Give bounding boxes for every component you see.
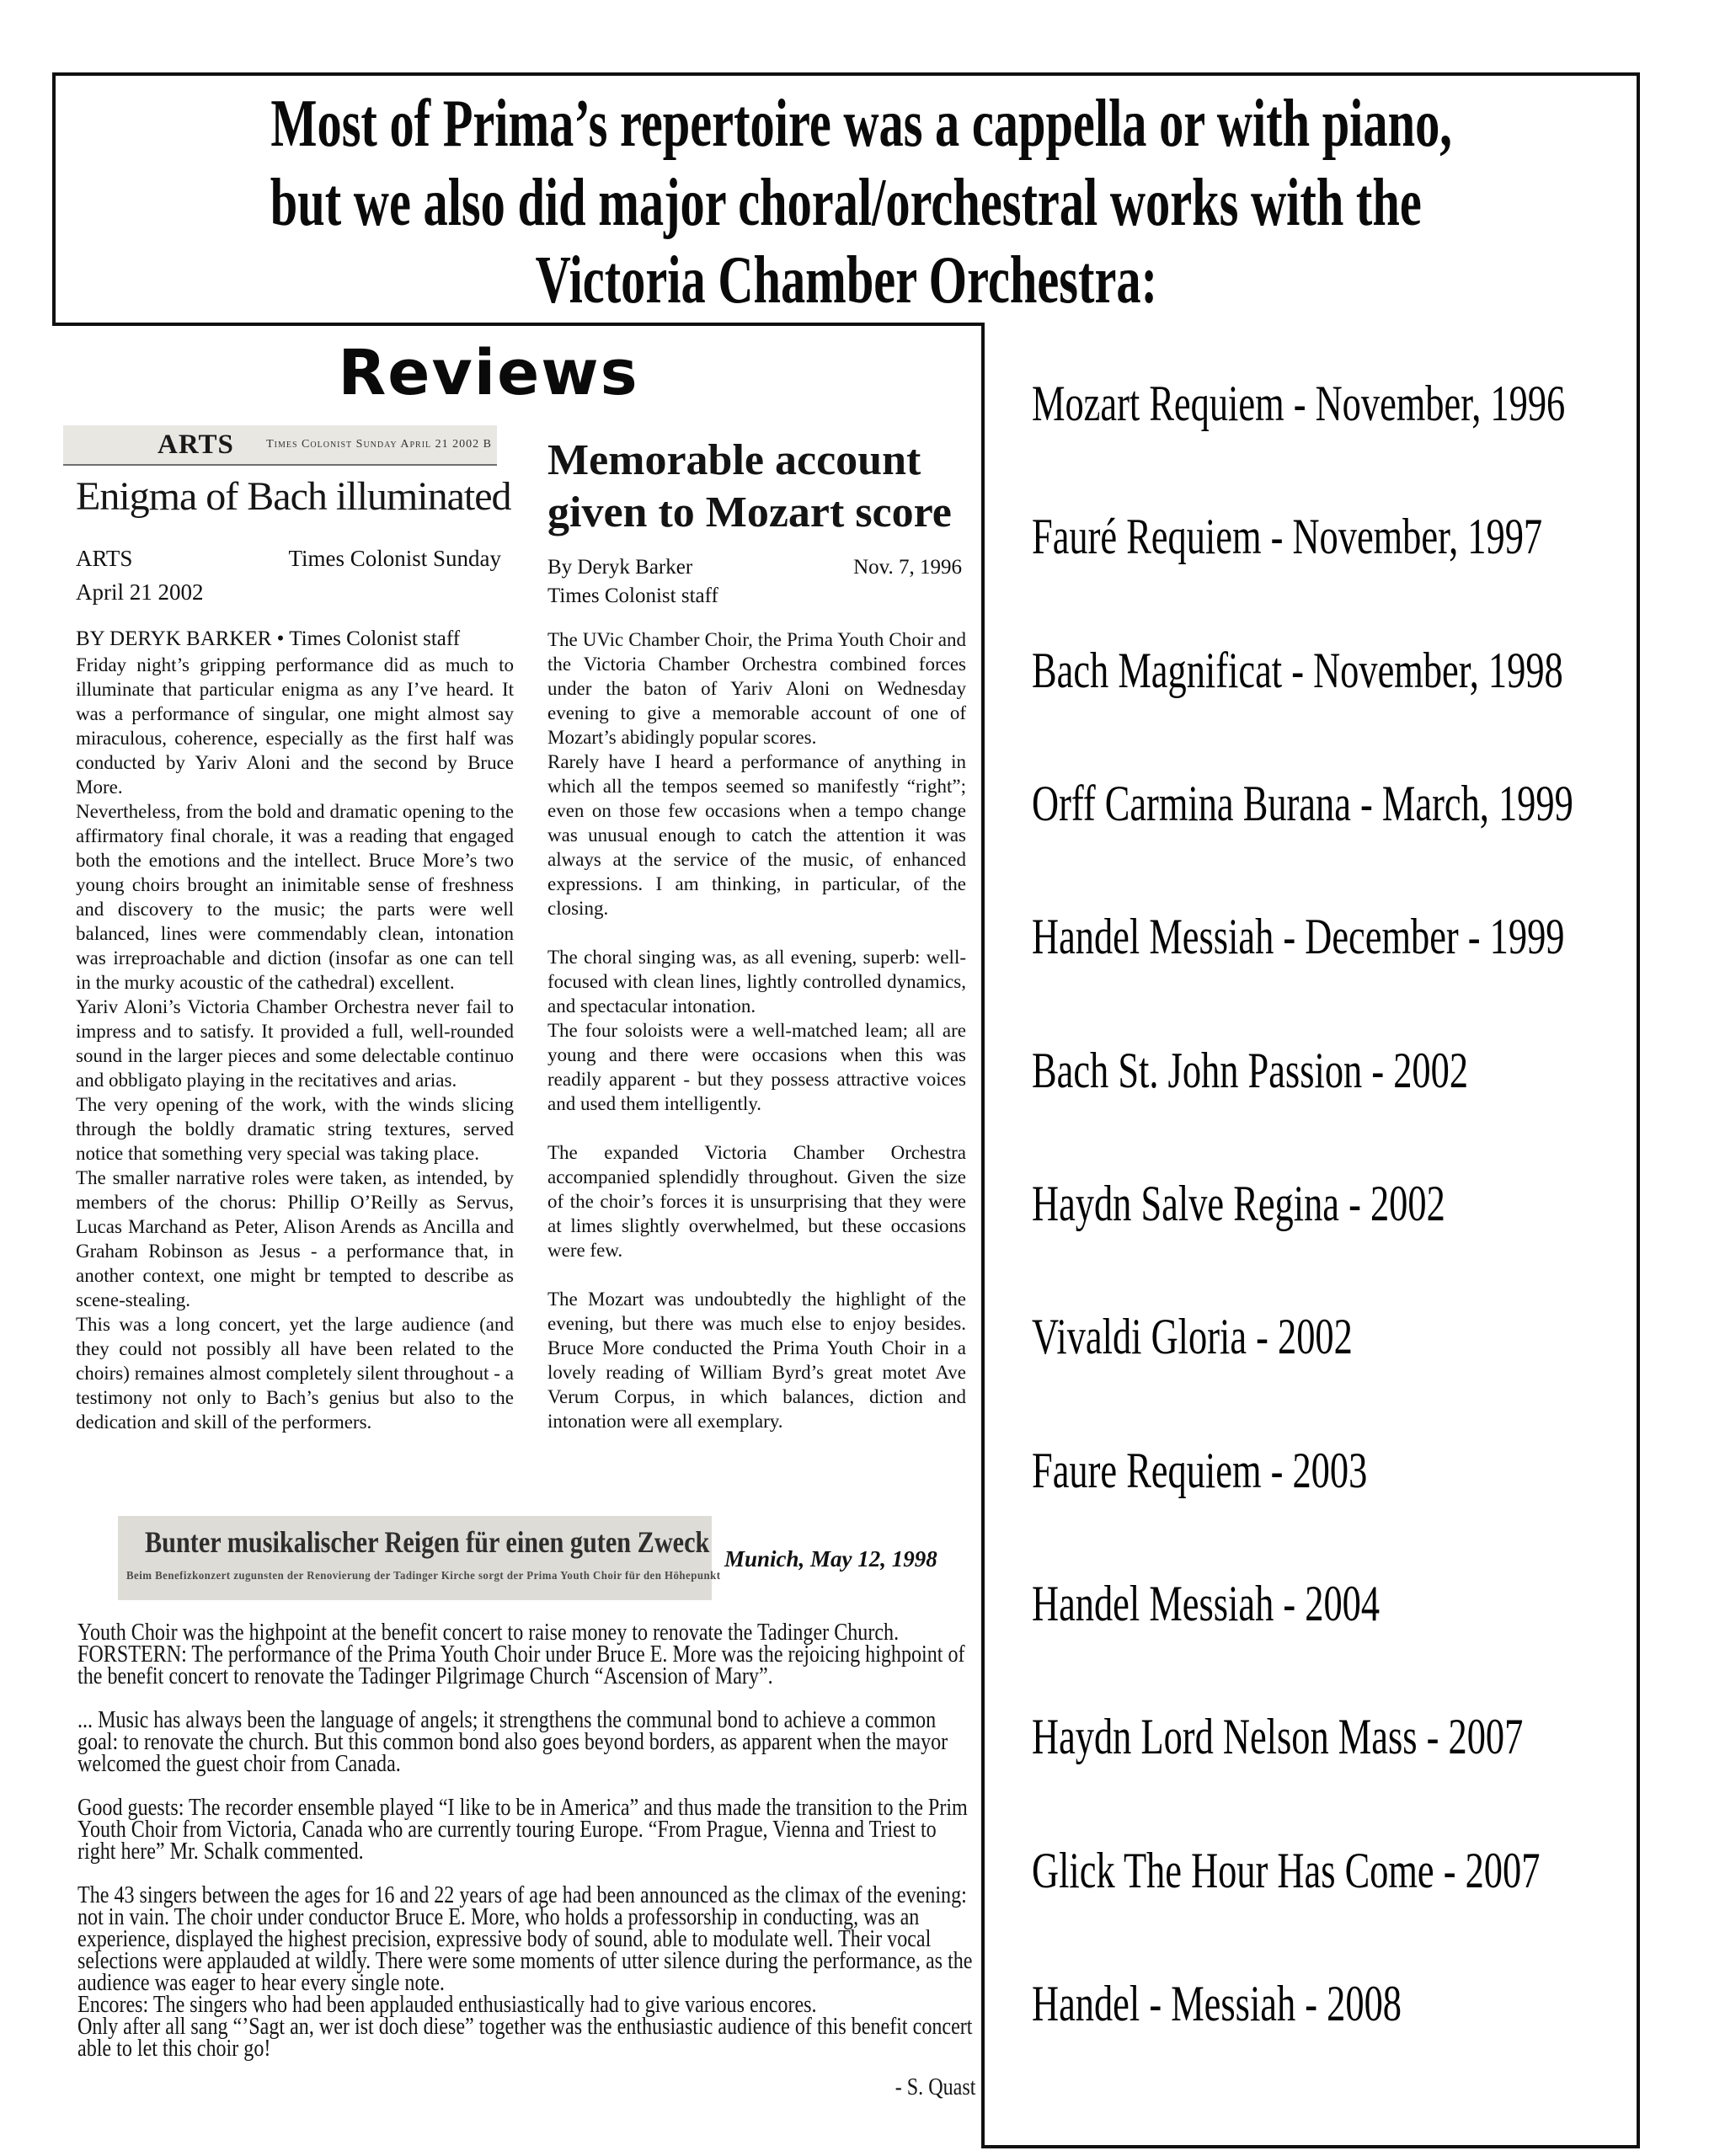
intro-heading-line-1: Most of Prima’s repertoire was a cappella or with piano, (270, 87, 1452, 161)
left-article-paragraph: The very opening of the work, with the winds slicing through the boldly dramatic string textures, served notice that something very special was taking place. (76, 1094, 514, 1164)
frame-top-border (52, 72, 1640, 76)
performance-item: Handel - Messiah - 2008 (1032, 1975, 1402, 2031)
german-translation-paragraph: FORSTERN: The performance of the Prima Youth Choir under Bruce E. More was the rejoicing highpoint of the benefit concert to renovate the Tadinger Pilgrimage Church “Ascension of Mary”. (77, 1641, 965, 1689)
german-translation-paragraph: Youth Choir was the highpoint at the benefit concert to raise money to renovate the Tadinger Church. (77, 1620, 900, 1646)
performance-item: Faure Requiem - 2003 (1032, 1442, 1368, 1498)
right-article-byline: By Deryk Barker (547, 556, 693, 579)
german-translation-paragraph: Only after all sang “’Sagt an, wer ist doch diese” together was the enthusiastic audience of this benefit concert able to let this choir go! (77, 2014, 973, 2062)
left-article-meta-row (76, 546, 501, 572)
reviews-title: Reviews (338, 337, 639, 409)
performance-item: Glick The Hour Has Come - 2007 (1032, 1842, 1541, 1898)
right-article-headline (547, 435, 952, 539)
right-article-paragraph: Rarely have I heard a performance of anything in which all the tempos seemed so manifestly “right”; even on those few occasions when a tempo change was unusual enough to catch the attention it was always at the service of the music, of enhanced expressions. I am thinking, in particular, of the closing. (547, 751, 966, 919)
frame-sidebar-bottom-border (981, 2145, 1640, 2148)
intro-heading-line-3: Victoria Chamber Orchestra: (535, 243, 1157, 318)
performance-item: Bach Magnificat - November, 1998 (1032, 642, 1563, 698)
right-article-body (547, 627, 966, 1433)
arts-masthead-date: Times Colonist Sunday April 21 2002 B (266, 438, 492, 451)
left-article-byline: BY DERYK BARKER • Times Colonist staff (76, 627, 461, 650)
performance-item: Vivaldi Gloria - 2002 (1032, 1309, 1353, 1365)
german-translation-block (77, 1622, 979, 2099)
right-article-date: Nov. 7, 1996 (853, 556, 962, 579)
left-article-date: April 21 2002 (76, 579, 204, 605)
left-article-paragraph: Nevertheless, from the bold and dramatic opening to the affirmatory final chorale, it was a reading that engaged both the emotions and the intellect. Bruce More’s two young choirs brought an inimitable sense of freshness and discovery to the music; the parts were well balanced, lines were commendably clean, intonation was irreproachable and diction (insofar as one can tell in the murky acoustic of the cathedral) excellent. (76, 801, 514, 993)
performance-item: Fauré Requiem - November, 1997 (1032, 509, 1543, 565)
frame-heading-bottom-border (52, 323, 985, 326)
german-clipping-dateline: Munich, May 12, 1998 (724, 1546, 937, 1572)
performance-item: Handel Messiah - December - 1999 (1032, 909, 1565, 965)
right-article-paragraph: The Mozart was undoubtedly the highlight of the evening, but there was much else to enjoy besides. Bruce More conducted the Prima Youth Choir in a lovely reading of William Byrd’s great motet Ave Verum Corpus, in which balances, diction and intonation were all exemplary. (547, 1289, 966, 1432)
performance-item: Handel Messiah - 2004 (1032, 1575, 1381, 1631)
left-article-paragraph: The smaller narrative roles were taken, as intended, by members of the chorus: Phillip O’Reilly as Servus, Lucas Marchand as Peter, Alison Arends as Ancilla and Graham Robinson as Jesus - a performance that, in another context, one might br tempted to describe as scene-stealing. (76, 1167, 514, 1310)
right-article-byline-row (547, 556, 962, 579)
performance-item: Haydn Salve Regina - 2002 (1032, 1175, 1445, 1231)
left-article-paragraph: Yariv Aloni’s Victoria Chamber Orchestra never fail to impress and to satisfy. It provided a full, well-rounded sound in the larger pieces and some delectable continuo and obbligato playing in the recitatives and arias. (76, 996, 514, 1091)
right-article-paragraph: The choral singing was, as all evening, superb: well-focused with clean lines, lightly controlled dynamics, and spectacular intonation. (547, 947, 966, 1017)
performance-item: Orff Carmina Burana - March, 1999 (1032, 775, 1573, 831)
german-translation-signature: - S. Quast (895, 2074, 976, 2100)
left-article-body (76, 653, 514, 1434)
german-translation-paragraph: Encores: The singers who had been applauded enthusiastically had to give various encores. (77, 1992, 817, 2018)
german-translation-paragraph: ... Music has always been the language of angels; it strengthens the communal bond to achieve a common goal: to renovate the church. But this common bond also goes beyond borders, as apparent when the mayor welcomed the guest choir from Canada. (77, 1707, 948, 1777)
right-article-paragraph: The UVic Chamber Choir, the Prima Youth Choir and the Victoria Chamber Orchestra combined forces under the baton of Yariv Aloni on Wednesday evening to give a memorable account of one of Mozart’s abidingly popular scores. (547, 629, 966, 748)
german-translation-paragraph: The 43 singers between the ages for 16 and 22 years of age had been announced as the climax of the evening: not in vain. The choir under conductor Bruce E. More, who holds a professorship in conducting, was an experience, displayed the highest precision, expressive body of sound, able to modulate well. Their vocal selections were applauded at wildly. There were some moments of utter silence during the performance, as the audience was eager to hear every single note. (77, 1882, 973, 1996)
german-clipping-headline: Bunter musikalischer Reigen für einen guten Zweck (145, 1525, 710, 1559)
left-article-paragraph: This was a long concert, yet the large audience (and they could not possibly all have been related to the choirs) remaines almost completely silent throughout - a testimony not only to Bach’s genius but also to the dedication and skill of the performers. (76, 1314, 514, 1433)
german-translation-paragraph: Good guests: The recorder ensemble played “I like to be in America” and thus made the transition to the Prim Youth Choir from Victoria, Canada who are currently touring Europe. “From Prague, Vienna and Triest to right here” Mr. Schalk commented. (77, 1795, 968, 1865)
arts-clipping-masthead (63, 425, 497, 466)
intro-heading-line-2: but we also did major choral/orchestral works with the (270, 166, 1422, 240)
arts-kicker: ARTS (158, 429, 234, 460)
left-article-headline: Enigma of Bach illuminated (76, 474, 511, 519)
right-article-paragraph: The four soloists were a well-matched leam; all are young and there were occasions when this was readily apparent - but they possess attractive voices and used them intelligently. (547, 1020, 966, 1114)
right-article-headline-line2: given to Mozart score (547, 488, 952, 536)
right-article-headline-line1: Memorable account (547, 436, 921, 484)
german-clipping-subhead: Beim Benefizkonzert zugunsten der Renovierung der Tadinger Kirche sorgt der Prima Youth Choir für den Höhepunkt (126, 1570, 721, 1582)
german-clipping (118, 1516, 721, 1600)
performance-item: Haydn Lord Nelson Mass - 2007 (1032, 1709, 1524, 1765)
left-article-section: ARTS (76, 546, 133, 571)
performance-item: Bach St. John Passion - 2002 (1032, 1042, 1469, 1098)
right-article-staff: Times Colonist staff (547, 584, 718, 607)
frame-right-border (1637, 72, 1640, 2148)
left-article-paragraph: Friday night’s gripping performance did as much to illuminate that particular enigma as any I’ve heard. It was a performance of singular, one might almost say miraculous, coherence, especially as the first half was conducted by Yariv Aloni and the second by Bruce More. (76, 654, 514, 798)
left-article-publication: Times Colonist Sunday (288, 546, 501, 571)
performances-list (985, 326, 1637, 2145)
performance-item: Mozart Requiem - November, 1996 (1032, 376, 1566, 431)
right-article-paragraph: The expanded Victoria Chamber Orchestra accompanied splendidly throughout. Given the size of the choir’s forces it is unsurprising that they were at limes slightly overwhelmed, but these occasions were few. (547, 1142, 966, 1261)
